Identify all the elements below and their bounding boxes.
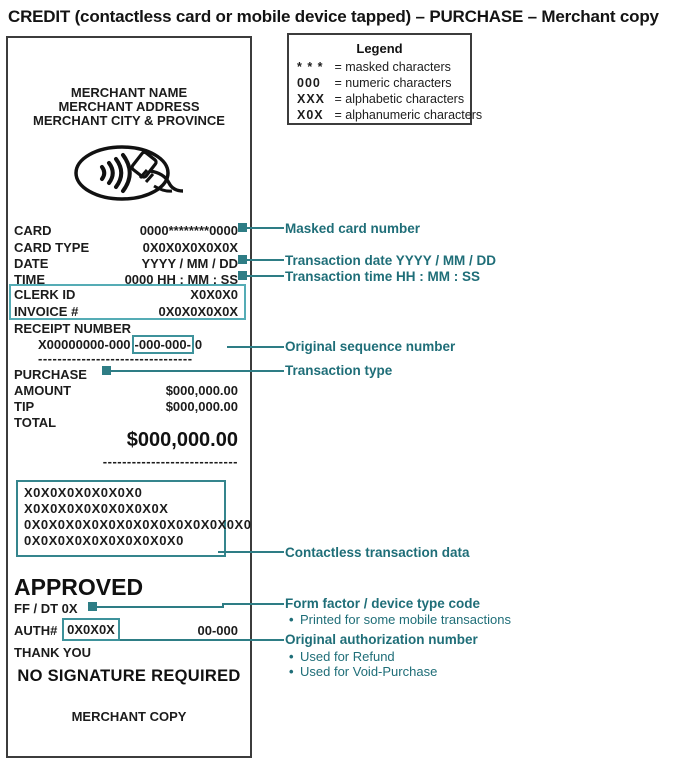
legend-symbol: XXX <box>297 92 326 106</box>
callout-line-form-factor <box>222 603 284 605</box>
callout-line-transaction-type <box>110 370 284 372</box>
thank-you-text: THANK YOU <box>14 645 92 660</box>
bullet-icon: • <box>289 664 294 679</box>
separator-dashes: -------------------------------- <box>38 351 193 366</box>
contactless-data-line: 0X0X0X0X0X0X0X0X0X0X0X0X0X0 <box>24 517 252 532</box>
field-value: 0000 HH : MM : SS <box>124 272 238 287</box>
field-value: $000,000.00 <box>165 383 238 398</box>
annotation-original-sequence: Original sequence number <box>285 339 456 354</box>
receipt-row-clerk-id <box>14 287 238 302</box>
annotation-transaction-type: Transaction type <box>285 363 393 378</box>
total-value: $000,000.00 <box>126 429 238 451</box>
receipt-row-card <box>14 223 238 238</box>
callout-line-contactless <box>218 551 284 553</box>
receipt-number-suffix: 0 <box>194 337 203 352</box>
field-label: CARD <box>14 223 52 238</box>
merchant-address: MERCHANT ADDRESS <box>58 99 200 114</box>
contactless-tap-icon <box>70 138 190 208</box>
receipt-row-tip <box>14 399 238 414</box>
annotation-contactless-data: Contactless transaction data <box>285 545 470 560</box>
contactless-data-highlight-box <box>16 480 252 557</box>
contactless-data-line: X0X0X0X0X0X0X0X0X <box>24 501 169 516</box>
legend-panel <box>287 33 483 125</box>
approved-text: APPROVED <box>14 574 144 600</box>
field-value: 0000********0000 <box>139 223 238 238</box>
legend-meaning: = masked characters <box>334 60 451 74</box>
legend-title: Legend <box>356 41 403 56</box>
total-label: TOTAL <box>14 415 57 430</box>
annotation-transaction-time: Transaction time HH : MM : SS <box>285 269 481 284</box>
callout-line-form-factor <box>95 606 224 608</box>
receipt-number-prefix: X00000000-000 <box>38 337 131 352</box>
field-label: TIP <box>14 399 35 414</box>
legend-meaning: = numeric characters <box>334 76 452 90</box>
bullet-icon: • <box>289 649 294 664</box>
legend-symbol: * * * <box>297 60 324 74</box>
auth-code: 00-000 <box>197 623 238 638</box>
annotation-form-factor-title: Form factor / device type code <box>285 596 481 611</box>
legend-row-alphanumeric <box>297 108 483 122</box>
legend-row-masked <box>297 60 467 74</box>
merchant-city: MERCHANT CITY & PROVINCE <box>33 113 225 128</box>
legend-row-numeric <box>297 76 467 90</box>
legend-symbol: 000 <box>297 76 321 90</box>
legend-row-alphabetic <box>297 92 467 106</box>
annotation-original-auth-title: Original authorization number <box>285 632 478 647</box>
annotation-form-factor-bullet: • Printed for some mobile transactions <box>289 612 511 627</box>
field-value: 0X0X0X0X0X0X <box>142 240 238 255</box>
field-label: INVOICE # <box>14 304 79 319</box>
annotation-original-auth-bullet: • Used for Void-Purchase <box>289 664 438 679</box>
bullet-icon: • <box>289 612 294 627</box>
legend-meaning: = alphabetic characters <box>334 92 465 106</box>
field-value: X0X0X0 <box>190 287 238 302</box>
page-title: CREDIT (contactless card or mobile device tapped) – PURCHASE – Merchant copy <box>8 7 659 26</box>
auth-number-highlight-box: 0X0X0X <box>62 618 120 641</box>
auth-label: AUTH# <box>14 623 58 638</box>
legend-symbol: X0X <box>297 108 324 122</box>
separator-dashes: ---------------------------- <box>102 454 238 469</box>
contactless-data-line: X0X0X0X0X0X0X0 <box>24 485 143 500</box>
no-signature-text: NO SIGNATURE REQUIRED <box>17 667 241 685</box>
field-label: AMOUNT <box>14 383 72 398</box>
annotation-transaction-date: Transaction date YYYY / MM / DD <box>285 253 497 268</box>
callout-line-time <box>246 275 284 277</box>
callout-line-card <box>246 227 284 229</box>
annotation-masked-card: Masked card number <box>285 221 421 236</box>
annotation-original-auth-bullet: • Used for Refund <box>289 649 395 664</box>
receipt-number-label: RECEIPT NUMBER <box>14 321 132 336</box>
field-label: CARD TYPE <box>14 240 90 255</box>
transaction-type-line: PURCHASE <box>14 367 87 382</box>
merchant-copy-label: MERCHANT COPY <box>71 709 187 724</box>
field-label: TIME <box>14 272 46 287</box>
legend-meaning: = alphanumeric characters <box>334 108 483 122</box>
receipt-panel <box>6 36 252 758</box>
field-value: 0X0X0X0X0X <box>158 304 238 319</box>
merchant-name: MERCHANT NAME <box>70 85 188 100</box>
receipt-row-invoice <box>14 304 238 319</box>
field-label: CLERK ID <box>14 287 76 302</box>
field-value: YYYY / MM / DD <box>141 256 238 271</box>
original-sequence-highlight-box: -000-000- <box>132 335 194 354</box>
receipt-row-amount <box>14 383 238 398</box>
field-value: $000,000.00 <box>165 399 238 414</box>
contactless-data-line: 0X0X0X0X0X0X0X0X0X0 <box>24 533 184 548</box>
form-factor-line: FF / DT 0X <box>14 601 78 616</box>
receipt-row-time <box>14 272 238 287</box>
callout-line-sequence <box>227 346 284 348</box>
receipt-row-date <box>14 256 238 271</box>
callout-line-date <box>246 259 284 261</box>
receipt-number-value <box>38 337 244 352</box>
receipt-row-card-type <box>14 240 238 255</box>
auth-code-row <box>14 623 238 638</box>
field-label: DATE <box>14 256 49 271</box>
callout-line-auth <box>120 639 284 641</box>
